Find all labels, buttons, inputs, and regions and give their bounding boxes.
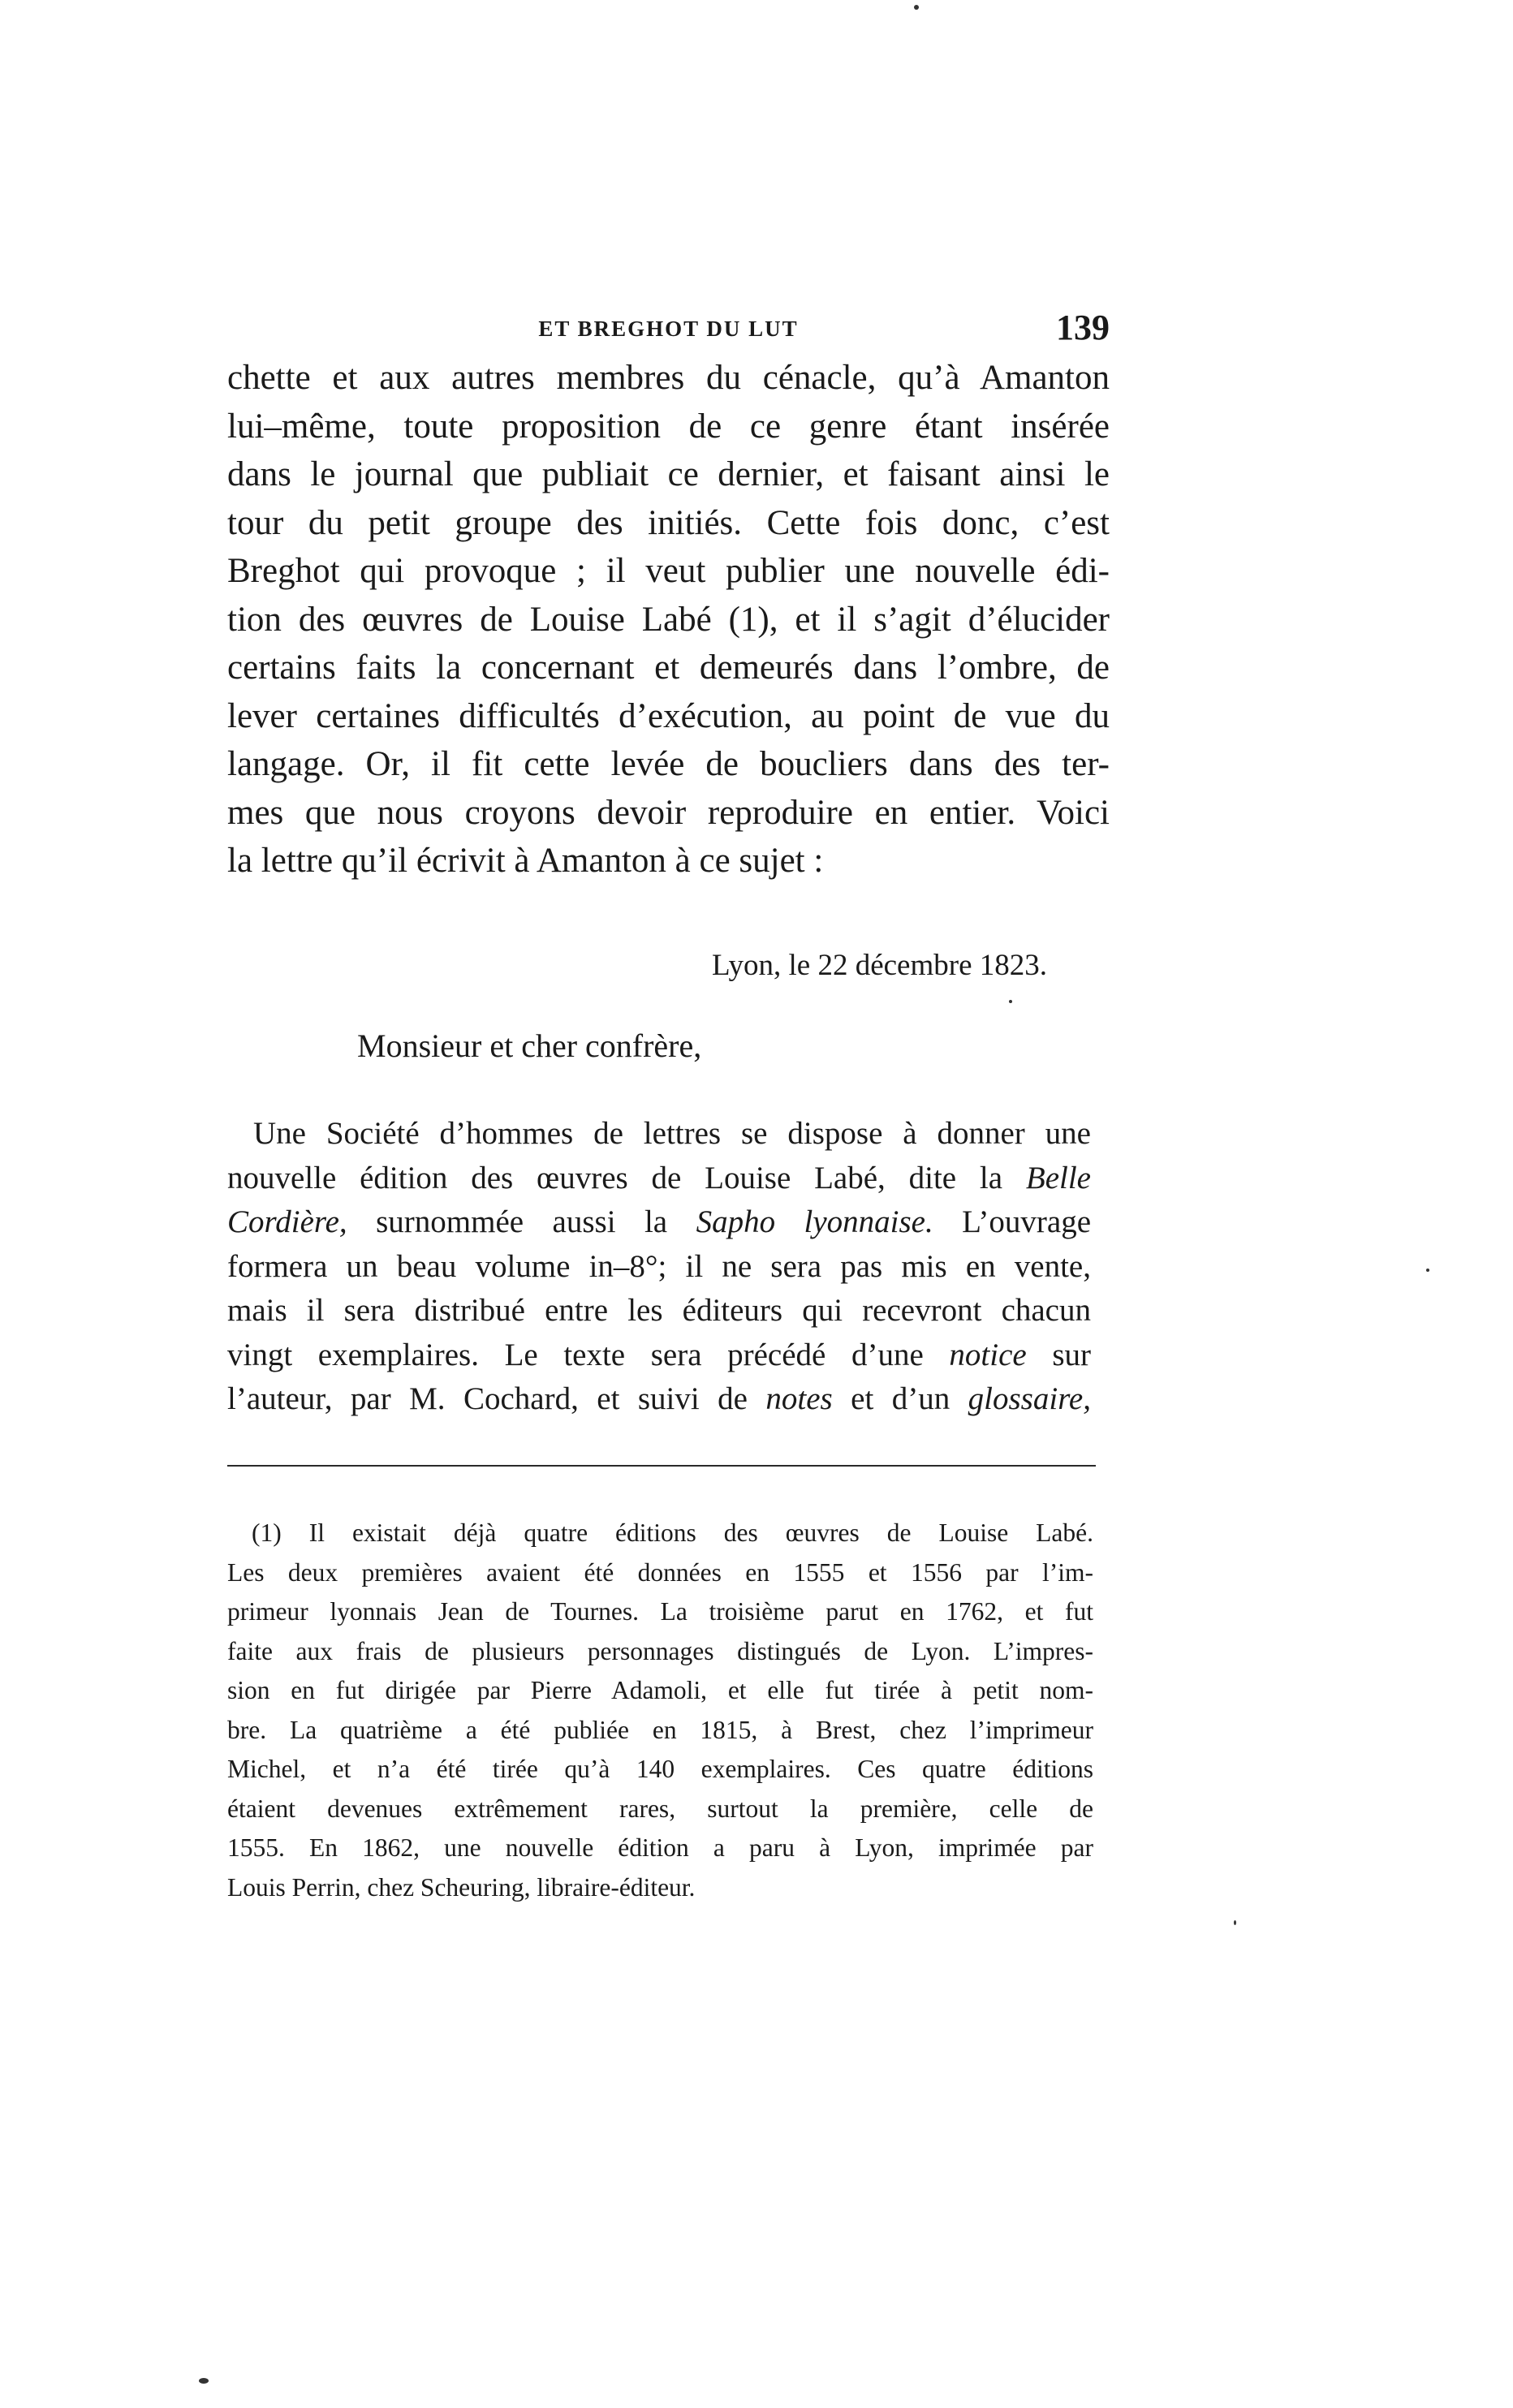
footnote [227,1514,1093,1907]
footnote-line: sion en fut dirigée par Pierre Adamoli, et elle fut tirée à petit nom- [227,1676,1093,1704]
body-line: tion des œuvres de Louise Labé (1), et il s’agit d’élucider [227,600,1110,639]
ink-speck [1426,1269,1429,1272]
letter-text: et d’un [832,1381,968,1416]
body-line: lui–même, toute proposition de ce genre étant insérée [227,407,1110,446]
page-number: 139 [1056,308,1110,347]
footnote-rule [227,1465,1096,1467]
footnote-line: étaient devenues extrêmement rares, surtout la première, celle de [227,1794,1093,1823]
letter-line [227,1200,1091,1245]
footnote-line: (1) Il existait déjà quatre éditions des œuvres de Louise Labé. [252,1518,1093,1547]
body-line: la lettre qu’il écrivit à Amanton à ce sujet : [227,842,824,880]
footnote-line: Michel, et n’a été tirée qu’à 140 exemplaires. Ces quatre éditions [227,1755,1093,1783]
body-line: certains faits la concernant et demeurés dans l’ombre, de [227,648,1110,687]
footnote-line: Les deux premières avaient été données en 1555 et 1556 par l’im- [227,1557,1093,1587]
letter-line [227,1289,1091,1333]
letter-text: surnommée aussi la [347,1204,696,1239]
ink-speck [1009,1000,1012,1003]
ink-speck [1234,1920,1236,1925]
body-line: chette et aux autres membres du cénacle, qu’à Amanton [227,359,1110,397]
body-line: tour du petit groupe des initiés. Cette fois donc, c’est [227,503,1110,542]
letter-italic-text: glossaire, [968,1381,1091,1416]
letter-italic-text: notes [765,1381,833,1416]
running-title: ET BREGHOT DU LUT [538,317,799,341]
letter-italic-text: Belle [1025,1160,1091,1195]
letter-line [227,1157,1091,1201]
letter-text: nouvelle édition des œuvres de Louise Labé, dite la [227,1160,1026,1195]
ink-speck [199,2378,209,2384]
letter-salutation: Monsieur et cher confrère, [357,1027,702,1064]
letter-text: L’ouvrage [933,1204,1092,1239]
letter-italic-text: Cordière, [227,1204,347,1239]
body-line: Breghot qui provoque ; il veut publier une nouvelle édi- [227,552,1110,590]
body-paragraph [227,354,1110,885]
body-line: mes que nous croyons devoir reproduire en entier. Voici [227,793,1110,832]
body-line: langage. Or, il fit cette levée de boucliers dans des ter- [227,745,1110,783]
body-line: lever certaines difficultés d’exécution, au point de vue du [227,696,1110,735]
letter-line [227,1377,1091,1422]
ink-speck [914,5,919,10]
letter-paragraph [227,1112,1091,1422]
letter-text: mais il sera distribué entre les éditeurs qui recevront chacun [227,1293,1091,1328]
letter-text: l’auteur, par M. Cochard, et suivi de [227,1381,766,1416]
body-line: dans le journal que publiait ce dernier, et faisant ainsi le [227,455,1110,493]
letter-italic-text: notice [949,1337,1027,1372]
letter-line [227,1245,1091,1290]
running-head [227,307,1110,347]
letter-italic-text: Sapho lyonnaise. [696,1204,933,1239]
letter-text: vingt exemplaires. Le texte sera précédé d’une [227,1337,950,1372]
footnote-line: Louis Perrin, chez Scheuring, libraire-éditeur. [227,1872,696,1902]
letter-dateline: Lyon, le 22 décembre 1823. [711,949,1047,982]
letter-line [227,1112,1091,1157]
footnote-line: faite aux frais de plusieurs personnages distingués de Lyon. L’impres- [227,1636,1093,1665]
letter-line [227,1333,1091,1378]
letter-text: Une Société d’hommes de lettres se dispose à donner une [253,1116,1091,1151]
footnote-line: bre. La quatrième a été publiée en 1815, à Brest, chez l’imprimeur [227,1715,1093,1744]
footnote-line: primeur lyonnais Jean de Tournes. La troisième parut en 1762, et fut [227,1597,1093,1626]
letter-text: formera un beau volume in–8°; il ne sera pas mis en vente, [227,1248,1091,1284]
letter-text: sur [1026,1337,1091,1372]
footnote-line: 1555. En 1862, une nouvelle édition a paru à Lyon, imprimée par [227,1833,1093,1862]
